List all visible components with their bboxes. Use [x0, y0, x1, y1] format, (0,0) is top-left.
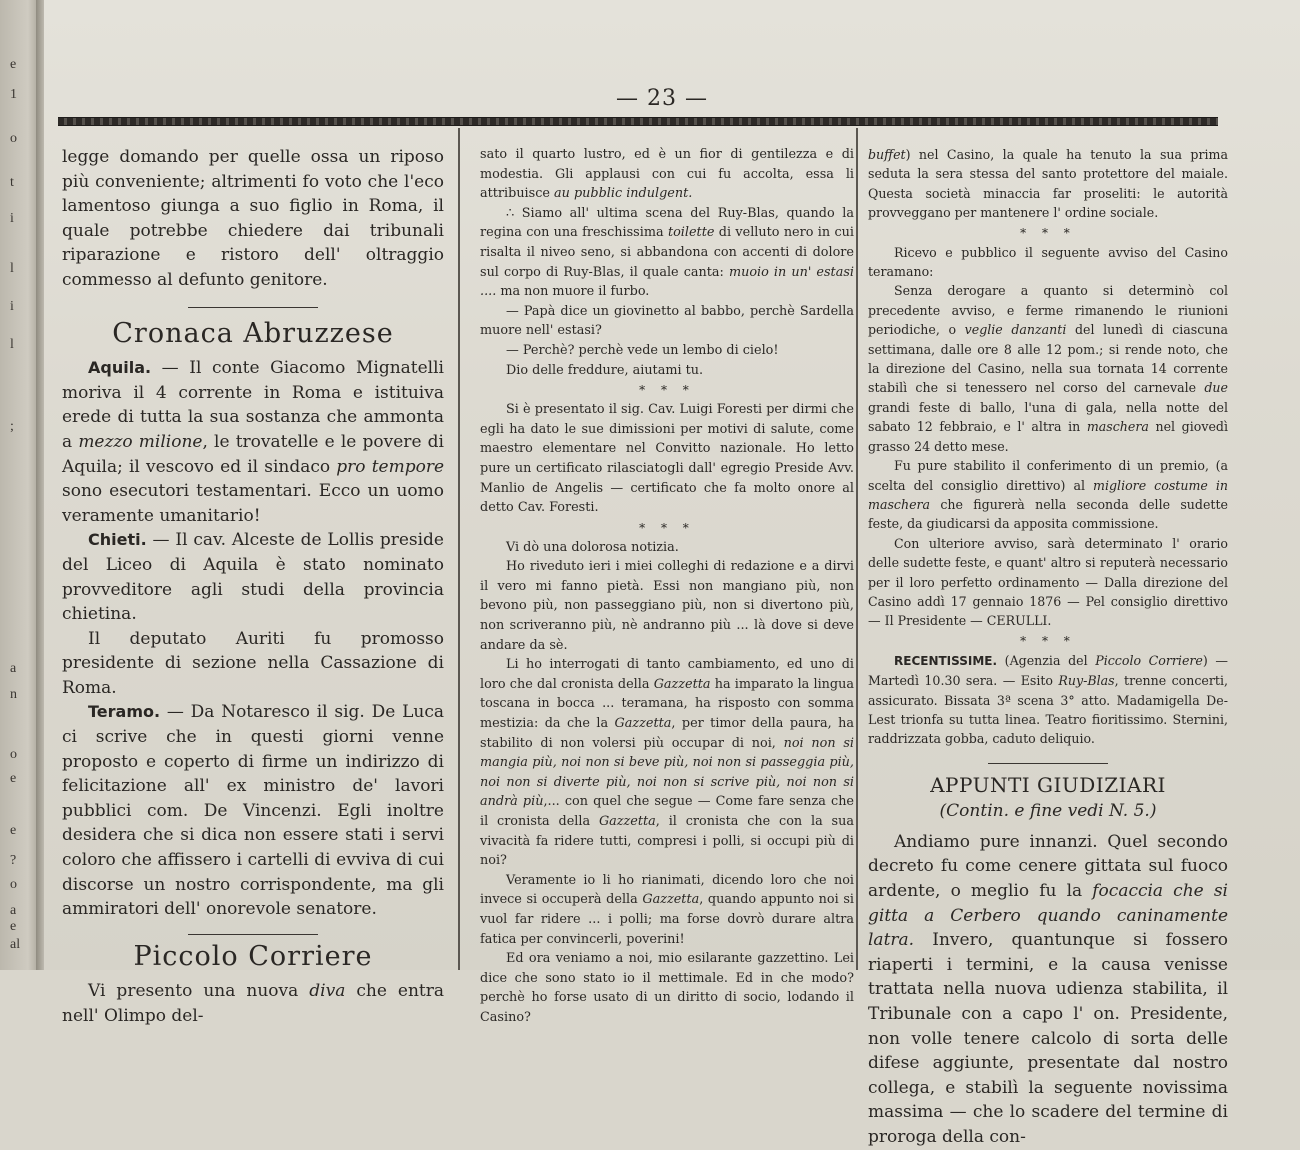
column-middle — [480, 145, 854, 1028]
text: ) — Martedì 10.30 sera. — Esito — [868, 652, 1229, 689]
italic-text: maschera — [1086, 419, 1149, 435]
newspaper-page — [44, 0, 1300, 1147]
paragraph: legge domando per quelle ossa un riposo più conveniente; altrimenti fo voto che l'eco lamentoso giunga a suo figlio in Roma, il quale potrebbe chiedere dai tribunali riparazione e ristoro dell' oltraggio commesso al defunto genitore. — [62, 147, 444, 290]
text: di velluto nero in cui risalta il niveo seno, si abbandona con accenti di dolore sul corpo di Ruy-Blas, il quale canta: — [480, 225, 854, 280]
margin-fragment: e — [10, 57, 17, 72]
section-subtitle: (Contin. e fine vedi N. 5.) — [939, 801, 1157, 822]
text: Vi presento una nuova — [88, 981, 310, 1002]
text: grandi feste di ballo, l'una di gala, nella notte del sabato 12 febbraio, e l' altra in — [868, 399, 1228, 435]
adjacent-page-edge — [0, 0, 40, 970]
paragraph-teramo — [62, 700, 444, 921]
paragraph: — Perchè? perchè vede un lembo di cielo! — [506, 342, 779, 358]
paragraph-auriti: Il deputato Auriti fu promosso presidente di sezione nella Cassazione di Roma. — [62, 628, 444, 698]
text: — Da Notaresco il sig. De Luca ci scrive che in questi giorni venne proposto e coperto di firme un indirizzo di felicitazione all' ex ministro de' lavori pubblici com. De Vincenzi. Egli inoltre desidera che si dica non essere stati i servi coloro che affissero i cartelli di evviva di cui discorse un nostro corrispondente, ma gli ammiratori dell' onorevole senatore. — [62, 702, 444, 920]
italic-text: focaccia che si gitta a Cerbero quando caninamente latra. — [868, 880, 1228, 951]
page-number: — 23 — — [616, 86, 708, 111]
margin-fragment: o — [10, 877, 17, 892]
text: del lunedì di ciascuna settimana, dalle ore 8 alle 12 pom.; si rende noto, che la direzione del Casino, nella sua tornata 14 corrente stabilì che si tenessero nel corso del carnevale — [868, 322, 1228, 396]
margin-fragment: i — [10, 211, 14, 226]
italic-text: diva — [309, 981, 346, 1002]
paragraph: Ricevo e pubblico il seguente avviso del Casino teramano: — [868, 244, 1228, 280]
margin-fragment: o — [10, 131, 17, 146]
paragraph — [480, 145, 854, 204]
margin-fragment: a — [10, 903, 17, 918]
margin-fragment: l — [10, 261, 14, 276]
section-heading-cronaca: Cronaca Abruzzese — [112, 317, 394, 349]
column-left — [62, 145, 444, 1029]
margin-fragment: n — [10, 687, 17, 702]
italic-text: buffet — [868, 147, 906, 162]
text: sato il quarto lustro, ed è un fior di gentilezza e di modestia. Gli applausi con cui fu accolta, essa li attribuisce — [480, 147, 854, 202]
paragraph — [480, 655, 854, 871]
text: — Il conte Giacomo Mignatelli moriva il 4 corrente in Roma e istituiva erede di tutta la sua sostanza che ammonta a — [62, 358, 444, 452]
text: Veramente io li ho rianimati, dicendo loro che noi invece si occuperà della — [480, 872, 854, 908]
margin-fragment: e — [10, 919, 17, 934]
margin-fragment: 1 — [10, 87, 17, 102]
italic-text: Gazzetta — [598, 814, 656, 829]
italic-text: mezzo milione — [78, 431, 203, 452]
italic-text: Piccolo Corriere — [1095, 652, 1203, 668]
margin-fragment: al — [10, 937, 21, 952]
text: ∴ Siamo all' ultima scena del Ruy-Blas, quando la regina con una freschissima — [480, 205, 854, 241]
text: ) nel Casino, la quale ha tenuto la sua prima seduta la sera stessa del santo protettore del maiale. Questa società minaccia far proseliti: le autorità provveggano per mantenere l' ordine sociale. — [868, 147, 1228, 221]
section-stars: * * * — [1020, 225, 1076, 240]
italic-text: migliore costume in maschera — [868, 477, 1229, 512]
paragraph: Vi dò una dolorosa notizia. — [506, 539, 679, 555]
italic-text: Ruy-Blas — [1058, 673, 1115, 689]
text: Invero, quantunque si fossero riaperti i termini, e la causa venisse trattata nella nuova udienza stabilita, il Tribunale con a capo l' on. Presidente, non volle tenere calcolo di sorta delle difese aggiunte, presentate dal nostro collega, e stabilì la seguente novissima massima — che lo scadere del termine di proroga della con- — [868, 930, 1228, 1147]
paragraph: Ed ora veniamo a noi, mio esilarante gazzettino. Lei dice che sono stato io il mettimale. Ed in che modo? perchè ho forse usato di un diritto di socio, lodando il Casino? — [480, 951, 854, 1025]
text: ,... con quel che segue — Come fare senza che il cronista della — [480, 794, 855, 829]
text: , per timor della paura, ha stabilito di non volersi più occupar di noi, — [480, 716, 854, 751]
margin-fragment: ? — [10, 853, 17, 868]
paragraph-chieti — [62, 528, 444, 626]
italic-text: au pubblic indulgent. — [554, 186, 693, 202]
italic-text: Gazzetta — [653, 676, 711, 692]
margin-fragment: e — [10, 771, 17, 786]
italic-text: Gazzetta — [614, 716, 672, 732]
italic-text: Gazzetta — [642, 892, 700, 908]
section-divider — [188, 307, 318, 308]
paragraph — [480, 204, 854, 302]
italic-text: muoio in un' estasi .... — [480, 264, 854, 300]
paragraph — [868, 830, 1228, 1150]
italic-text: due — [1204, 380, 1228, 396]
paragraph-recentissime — [868, 651, 1228, 749]
paragraph: Con ulteriore avviso, sarà determinato l' orario delle sudette feste, e quant' altro si reputerà necessario per il loro perfetto ordinamento — Dalla direzione del Casino addì 17 gennaio 1876 — Pel consiglio direttivo — Il Presidente — CERULLI. — [868, 535, 1228, 629]
text: Li ho interrogati di tanto cambiamento, ed uno di loro che dal cronista della — [480, 657, 854, 692]
text: Andiamo pure innanzi. Quel secondo decreto fu come cenere gittata sul fuoco ardente, o meglio fu la — [868, 831, 1228, 901]
paragraph — [62, 979, 444, 1028]
text: nel giovedì grasso 24 detto mese. — [868, 419, 1228, 454]
paragraph: Dio delle freddure, aiutami tu. — [506, 362, 704, 378]
paragraph — [868, 281, 1228, 456]
text: — Il cav. Alceste de Lollis preside del Liceo di Aquila è stato nominato provveditore agli studi della provincia chietina. — [62, 530, 444, 625]
text: Senza derogare a quanto si determinò col precedente avviso, e ferme rimanendo le riunioni periodiche, o — [868, 283, 1228, 338]
italic-text: noi non si mangia più, noi non si beve più, noi non si passeggia più, noi non si diverte più, noi non si scrive più, noi non si andrà più — [480, 735, 854, 810]
text: , le trovatelle e le povere di Aquila; il vescovo ed il sindaco — [62, 431, 444, 477]
city-label: Aquila. — [88, 358, 152, 378]
text: che figurerà nella seconda delle sudette feste, da giudicarsi da apposita commissione. — [868, 496, 1228, 532]
margin-fragment: e — [10, 823, 17, 838]
margin-fragment: a — [10, 661, 17, 676]
italic-text: toilette — [667, 225, 715, 241]
section-divider — [988, 763, 1108, 764]
section-stars: * * * — [639, 520, 695, 535]
margin-fragment: t — [10, 175, 14, 190]
italic-text: veglie danzanti — [964, 322, 1067, 338]
column-separator — [458, 128, 460, 970]
section-stars: * * * — [639, 383, 695, 398]
text: sono esecutori testamentari. Ecco un uomo veramente umanitario! — [62, 481, 444, 526]
paragraph — [868, 145, 1228, 223]
section-heading-piccolo: Piccolo Corriere — [133, 940, 373, 972]
margin-fragment: l — [10, 337, 14, 352]
text: , il cronista che con la sua vivacità fa ridere tutti, compresi i polli, si occupi più di noi? — [480, 814, 854, 869]
paragraph — [868, 456, 1228, 534]
section-divider — [188, 934, 318, 935]
text: (Agenzia del — [997, 652, 1096, 668]
city-label: Chieti. — [88, 530, 147, 550]
paragraph: Ho riveduto ieri i miei colleghi di redazione e a dirvi il vero mi fanno pietà. Essi non mangiano più, non bevono più, non passeggiano più, non si divertono più, non scriveranno più, nè andranno più ... là dove si deve andare da sè. — [480, 559, 854, 653]
margin-fragment: o — [10, 747, 17, 762]
city-label: Teramo. — [88, 702, 161, 722]
text: che entra nell' Olimpo del- — [62, 981, 444, 1026]
header-rule — [58, 117, 1218, 126]
paragraph: Si è presentato il sig. Cav. Luigi Foresti per dirmi che egli ha dato le sue dimissioni per motivi di salute, come maestro elementare nel Convitto nazionale. Ho letto pure un certificato rilasciatogli dall' egregio Preside Avv. Manlio de Angelis — certificato che fa molto onore al detto Cav. Foresti. — [480, 402, 854, 516]
text: , quando appunto noi si vuol far ridere ... i polli; ma forse dovrò durare altra fatica per convincerli, poverini! — [480, 892, 854, 947]
margin-fragment: i — [10, 299, 14, 314]
italic-text: pro tempore — [336, 456, 445, 477]
recentissime-label: RECENTISSIME. — [894, 653, 998, 668]
section-stars: * * * — [1020, 633, 1076, 648]
paragraph: — Papà dice un giovinetto al babbo, perchè Sardella muore nell' estasi? — [480, 303, 854, 339]
paragraph — [480, 871, 854, 949]
section-heading-appunti: APPUNTI GIUDIZIARI — [930, 772, 1166, 797]
text: , trenne concerti, assicurato. Bissata 3ª scena 3° atto. Madamigella De-Lest trionfa su tutta linea. Teatro fioritissimo. Sternini, raddrizzata gobba, caduto deliquio. — [868, 673, 1228, 747]
column-right — [868, 145, 1228, 1150]
text: ma non muore il furbo. — [496, 284, 650, 300]
text: Fu pure stabilito il conferimento di un premio, (a scelta del consiglio direttivo) al — [868, 458, 1228, 493]
paragraph-aquila — [62, 356, 444, 528]
margin-fragment: ; — [10, 419, 14, 434]
column-separator — [856, 128, 858, 970]
text: ha imparato la lingua toscana in bocca ... teramana, ha risposto con somma mestizia: da che la — [480, 676, 854, 732]
